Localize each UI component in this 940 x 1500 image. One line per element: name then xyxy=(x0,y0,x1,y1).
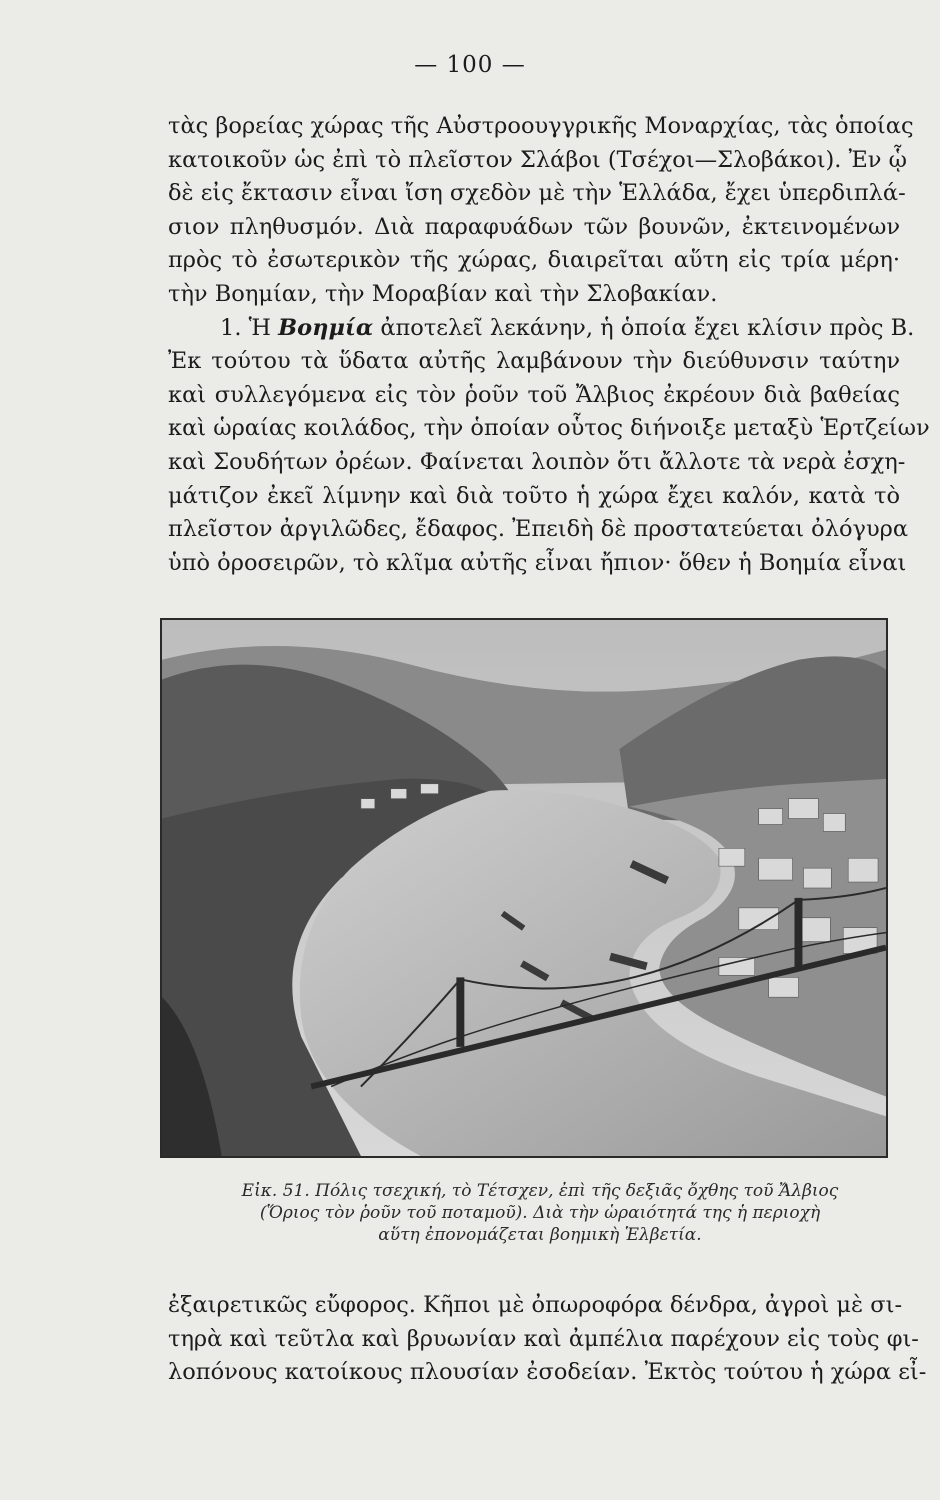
caption-line: (Ὅριος τὸν ῥοῦν τοῦ ποταμοῦ). Διὰ τὴν ὡραιότητά της ἡ περιοχὴ xyxy=(259,1203,821,1223)
photo-illustration xyxy=(162,620,886,1156)
text-line: ἐξαιρετικῶς εὔφορος. Κῆποι μὲ ὀπωροφόρα δένδρα, ἀγροὶ μὲ σι- xyxy=(168,1292,903,1318)
figure-caption xyxy=(170,1180,910,1246)
text-line: μάτιζον ἐκεῖ λίμνην καὶ διὰ τοῦτο ἡ χώρα ἔχει καλόν, κατὰ τὸ xyxy=(168,482,900,509)
photo-elbe-valley xyxy=(160,618,888,1158)
text-line: σιον πληθυσμόν. Διὰ παραφυάδων τῶν βουνῶν, ἐκτεινομένων xyxy=(168,213,900,240)
caption-line: Εἰκ. 51. Πόλις τσεχική, τὸ Τέτσχεν, ἐπὶ τῆς δεξιᾶς ὄχθης τοῦ Ἄλβιος xyxy=(241,1181,839,1201)
paragraph-1-first-line xyxy=(168,312,915,346)
text-line: καὶ συλλεγόμενα εἰς τὸν ῥοῦν τοῦ Ἄλβιος ἐκρέουν διὰ βαθείας xyxy=(168,381,900,408)
text-line: ὑπὸ ὀροσειρῶν, τὸ κλῖμα αὐτῆς εἶναι ἤπιον· ὅθεν ἡ Βοημία εἶναι xyxy=(168,549,907,576)
page-number: — 100 — xyxy=(414,52,526,78)
text-line: δὲ εἰς ἔκτασιν εἶναι ἴση σχεδὸν μὲ τὴν Ἑλλάδα, ἔχει ὑπερδιπλά- xyxy=(168,180,906,207)
text-line: λοπόνους κατοίκους πλουσίαν ἐσοδείαν. Ἐκτὸς τούτου ἡ χώρα εἶ- xyxy=(168,1359,927,1386)
text-line: τηρὰ καὶ τεῦτλα καὶ βρυωνίαν καὶ ἀμπέλια παρέχουν εἰς τοὺς φι- xyxy=(168,1325,919,1352)
text-line: κατοικοῦν ὡς ἐπὶ τὸ πλεῖστον Σλάβοι (Τσέχοι—Σλοβάκοι). Ἐν ᾧ xyxy=(168,146,907,173)
text-line: Ἐκ τούτου τὰ ὕδατα αὐτῆς λαμβάνουν τὴν διεύθυνσιν ταύτην xyxy=(168,348,900,375)
caption-line: αὕτη ἐπονομάζεται βοημικὴ Ἑλβετία. xyxy=(378,1225,702,1245)
text-fragment: ἀποτελεῖ λεκάνην, ἡ ὁποία ἔχει κλίσιν πρὸς Β. xyxy=(373,314,915,341)
text-line: καὶ ὡραίας κοιλάδος, τὴν ὁποίαν οὗτος διήνοιξε μεταξὺ Ἑρτζείων xyxy=(168,415,930,442)
text-line: τὴν Βοημίαν, τὴν Μοραβίαν καὶ τὴν Σλοβακίαν. xyxy=(168,280,718,307)
term-bohemia: Βοημία xyxy=(278,314,374,341)
text-line: καὶ Σουδήτων ὀρέων. Φαίνεται λοιπὸν ὅτι ἄλλοτε τὰ νερὰ ἐσχη- xyxy=(168,448,906,475)
bottom-paragraph xyxy=(168,1289,927,1390)
text-line: τὰς βορείας χώρας τῆς Αὐστροουγγρικῆς Μοναρχίας, τὰς ὁποίας xyxy=(168,113,914,139)
paragraph-number: 1. Ἡ xyxy=(220,314,279,341)
text-line: πρὸς τὸ ἐσωτερικὸν τῆς χώρας, διαιρεῖται αὕτη εἰς τρία μέρη· xyxy=(168,247,900,274)
top-paragraph xyxy=(168,110,930,580)
text-line: πλεῖστον ἀργιλῶδες, ἔδαφος. Ἐπειδὴ δὲ προστατεύεται ὀλόγυρα xyxy=(168,516,909,543)
